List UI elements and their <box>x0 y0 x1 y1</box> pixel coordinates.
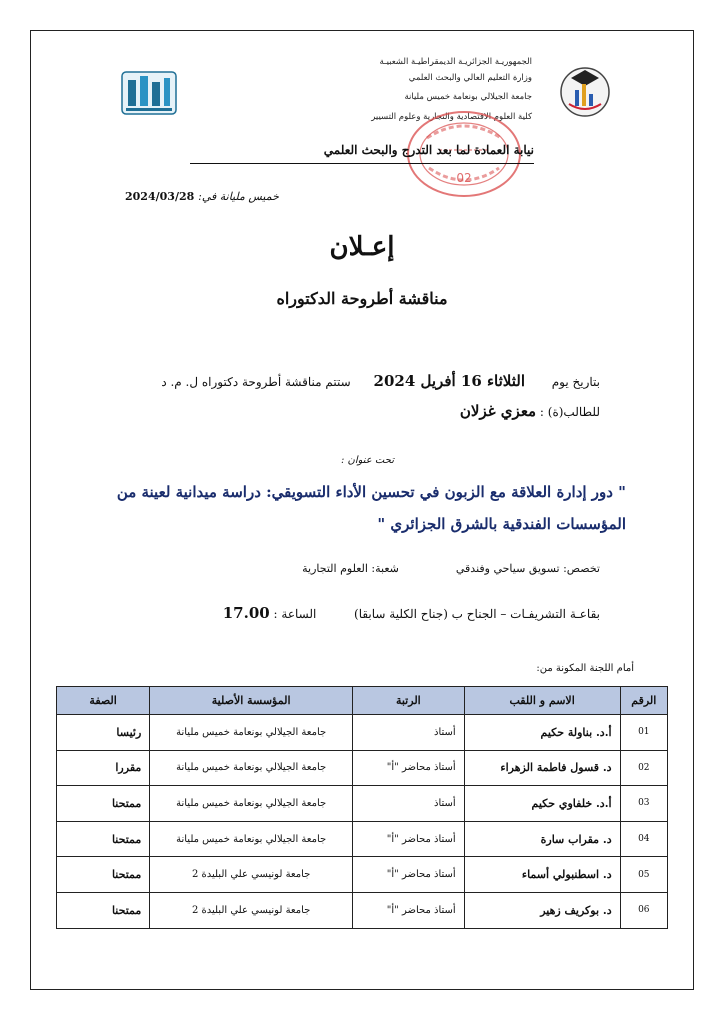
date-label: خميس مليانة في: <box>198 190 279 203</box>
col-header-name: الاسم و اللقب <box>464 687 620 715</box>
defense-time: 17.00 <box>222 604 270 622</box>
col-header-rank: الرتبة <box>353 687 465 715</box>
member-name: أ.د. خلفاوي حكيم <box>464 786 620 822</box>
date-value: 2024/03/28 <box>125 190 195 203</box>
venue: بقاعـة التشريفـات – الجناح ب (جناح الكلية سابقا) <box>354 607 600 621</box>
member-institution: جامعة الجيلالي بونعامة خميس مليانة <box>150 715 353 751</box>
committee-label: أمام اللجنة المكونة من: <box>536 663 634 674</box>
row-num: 06 <box>620 892 667 928</box>
row-num: 04 <box>620 821 667 857</box>
member-rank: أستاذ <box>353 786 465 822</box>
header-ministry: وزارة التعليم العالي والبحث العلمي <box>408 73 532 83</box>
member-role: رئيسا <box>57 715 150 751</box>
member-rank: أستاذ محاضر "أ" <box>353 892 465 928</box>
member-institution: جامعة الجيلالي بونعامة خميس مليانة <box>150 821 353 857</box>
title-intro: تحت عنوان : <box>340 455 394 466</box>
member-institution: جامعة الجيلالي بونعامة خميس مليانة <box>150 750 353 786</box>
member-role: ممتحنا <box>57 892 150 928</box>
table-row <box>57 786 668 822</box>
member-institution: جامعة لونيسي علي البليدة 2 <box>150 892 353 928</box>
member-rank: أستاذ محاضر "أ" <box>353 821 465 857</box>
member-role: مقررا <box>57 750 150 786</box>
specialty-line <box>302 562 600 575</box>
date-suffix: ستتم مناقشة أطروحة دكتوراه ل. م. د <box>161 375 351 389</box>
defense-date: الثلاثاء 16 أفريل 2024 <box>373 372 526 390</box>
member-name: أ.د. بناولة حكيم <box>464 715 620 751</box>
row-num: 05 <box>620 857 667 893</box>
member-institution: جامعة لونيسي علي البليدة 2 <box>150 857 353 893</box>
thesis-title: " دور إدارة العلاقة مع الزبون في تحسين الأداء التسويقي: دراسة ميدانية لعينة من المؤسسات الفندقية بالشرق الجزائري " <box>116 483 626 533</box>
member-rank: أستاذ محاضر "أ" <box>353 857 465 893</box>
branch: شعبة: العلوم التجارية <box>302 562 399 575</box>
member-name: د. قسول فاطمة الزهراء <box>464 750 620 786</box>
row-num: 02 <box>620 750 667 786</box>
defense-date-line <box>161 372 600 390</box>
member-name: د. اسطنبولي أسماء <box>464 857 620 893</box>
dean-office-title: نيابة العمادة لما بعد التدرج والبحث العلمي <box>323 143 534 157</box>
header-faculty: كلية العلوم الاقتصادية والتجارية وعلوم التسيير <box>371 112 532 122</box>
student-name: معزي غزلان <box>459 402 537 420</box>
student-prefix: للطالب(ة) : <box>539 405 600 419</box>
col-header-institution: المؤسسة الأصلية <box>150 687 353 715</box>
table-row <box>57 857 668 893</box>
issue-date <box>125 190 279 203</box>
member-role: ممتحنا <box>57 857 150 893</box>
table-row <box>57 750 668 786</box>
col-header-role: الصفة <box>57 687 150 715</box>
row-num: 01 <box>620 715 667 751</box>
table-header-row <box>57 687 668 715</box>
page-title: إعـلان <box>329 232 395 262</box>
header-divider <box>190 163 534 164</box>
faculty-logo <box>555 60 615 120</box>
page-subtitle: مناقشة أطروحة الدكتوراه <box>276 289 448 308</box>
header-republic: الجمهوريـة الجزائريـة الديمقراطيـة الشعبيـة <box>379 57 532 67</box>
student-line <box>460 402 600 420</box>
col-header-num: الرقم <box>620 687 667 715</box>
university-logo <box>120 68 178 118</box>
venue-line <box>223 604 600 622</box>
specialty: تخصص: تسويق سياحي وفندقي <box>455 562 600 575</box>
time-label: الساعة : <box>273 607 317 621</box>
member-name: د. مقراب سارة <box>464 821 620 857</box>
member-name: د. بوكريف زهير <box>464 892 620 928</box>
row-num: 03 <box>620 786 667 822</box>
member-role: ممتحنا <box>57 821 150 857</box>
table-row <box>57 715 668 751</box>
member-rank: أستاذ محاضر "أ" <box>353 750 465 786</box>
committee-table <box>56 686 668 929</box>
table-row <box>57 892 668 928</box>
header-university: جامعة الجيلالي بونعامة خميس مليانة <box>404 92 532 102</box>
member-role: ممتحنا <box>57 786 150 822</box>
date-prefix: بتاريخ يوم <box>551 375 600 389</box>
table-row <box>57 821 668 857</box>
member-institution: جامعة الجيلالي بونعامة خميس مليانة <box>150 786 353 822</box>
svg-text:02: 02 <box>456 171 472 185</box>
member-rank: أستاذ <box>353 715 465 751</box>
